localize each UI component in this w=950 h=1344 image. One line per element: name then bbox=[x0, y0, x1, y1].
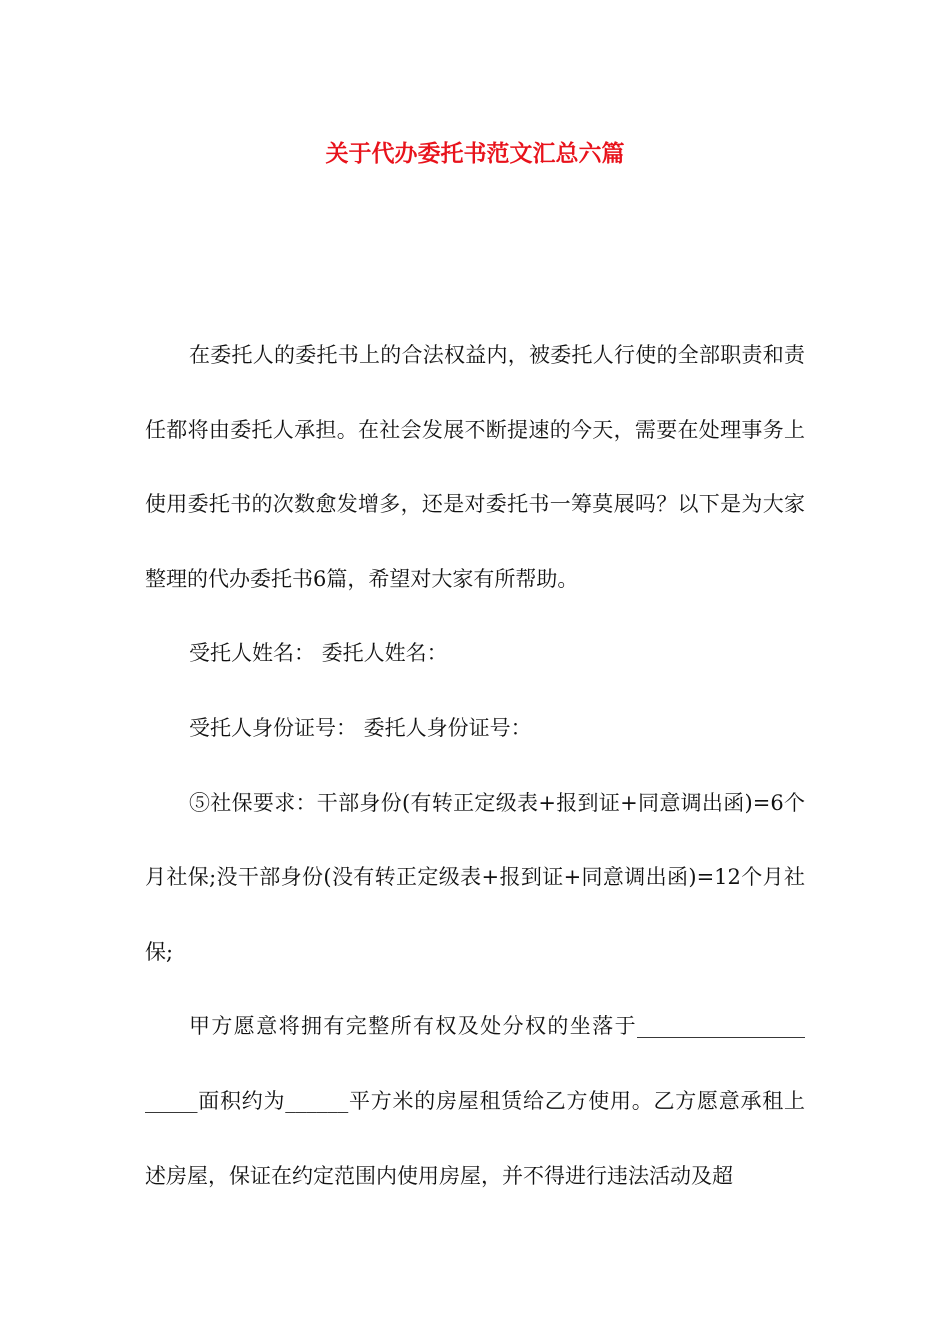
paragraph-lease: 甲方愿意将拥有完整所有权及处分权的坐落于________________ _____面积约为______平方米的房屋租赁给乙方使用。乙方愿意承租上述房屋，保证在约定范围内使用房屋，并不得进行违法活动及超 bbox=[145, 1014, 805, 1188]
paragraph-intro: 在委托人的委托书上的合法权益内，被委托人行使的全部职责和责任都将由委托人承担。在社会发展不断提速的今天，需要在处理事务上使用委托书的次数愈发增多，还是对委托书一筹莫展吗？以下是为大家整理的代办委托书6篇，希望对大家有所帮助。 bbox=[145, 343, 805, 591]
document-body bbox=[145, 318, 805, 1213]
paragraph-trustee-names: 受托人姓名： 委托人姓名： bbox=[189, 641, 448, 666]
document-title: 关于代办委托书范文汇总六篇 bbox=[325, 140, 625, 167]
paragraph-social-security: ⑤社保要求：干部身份(有转正定级表+报到证+同意调出函)=6个月社保;没干部身份(没有转正定级表+报到证+同意调出函)=12个月社保; bbox=[145, 790, 805, 964]
paragraph-trustee-ids: 受托人身份证号： 委托人身份证号： bbox=[189, 715, 532, 740]
